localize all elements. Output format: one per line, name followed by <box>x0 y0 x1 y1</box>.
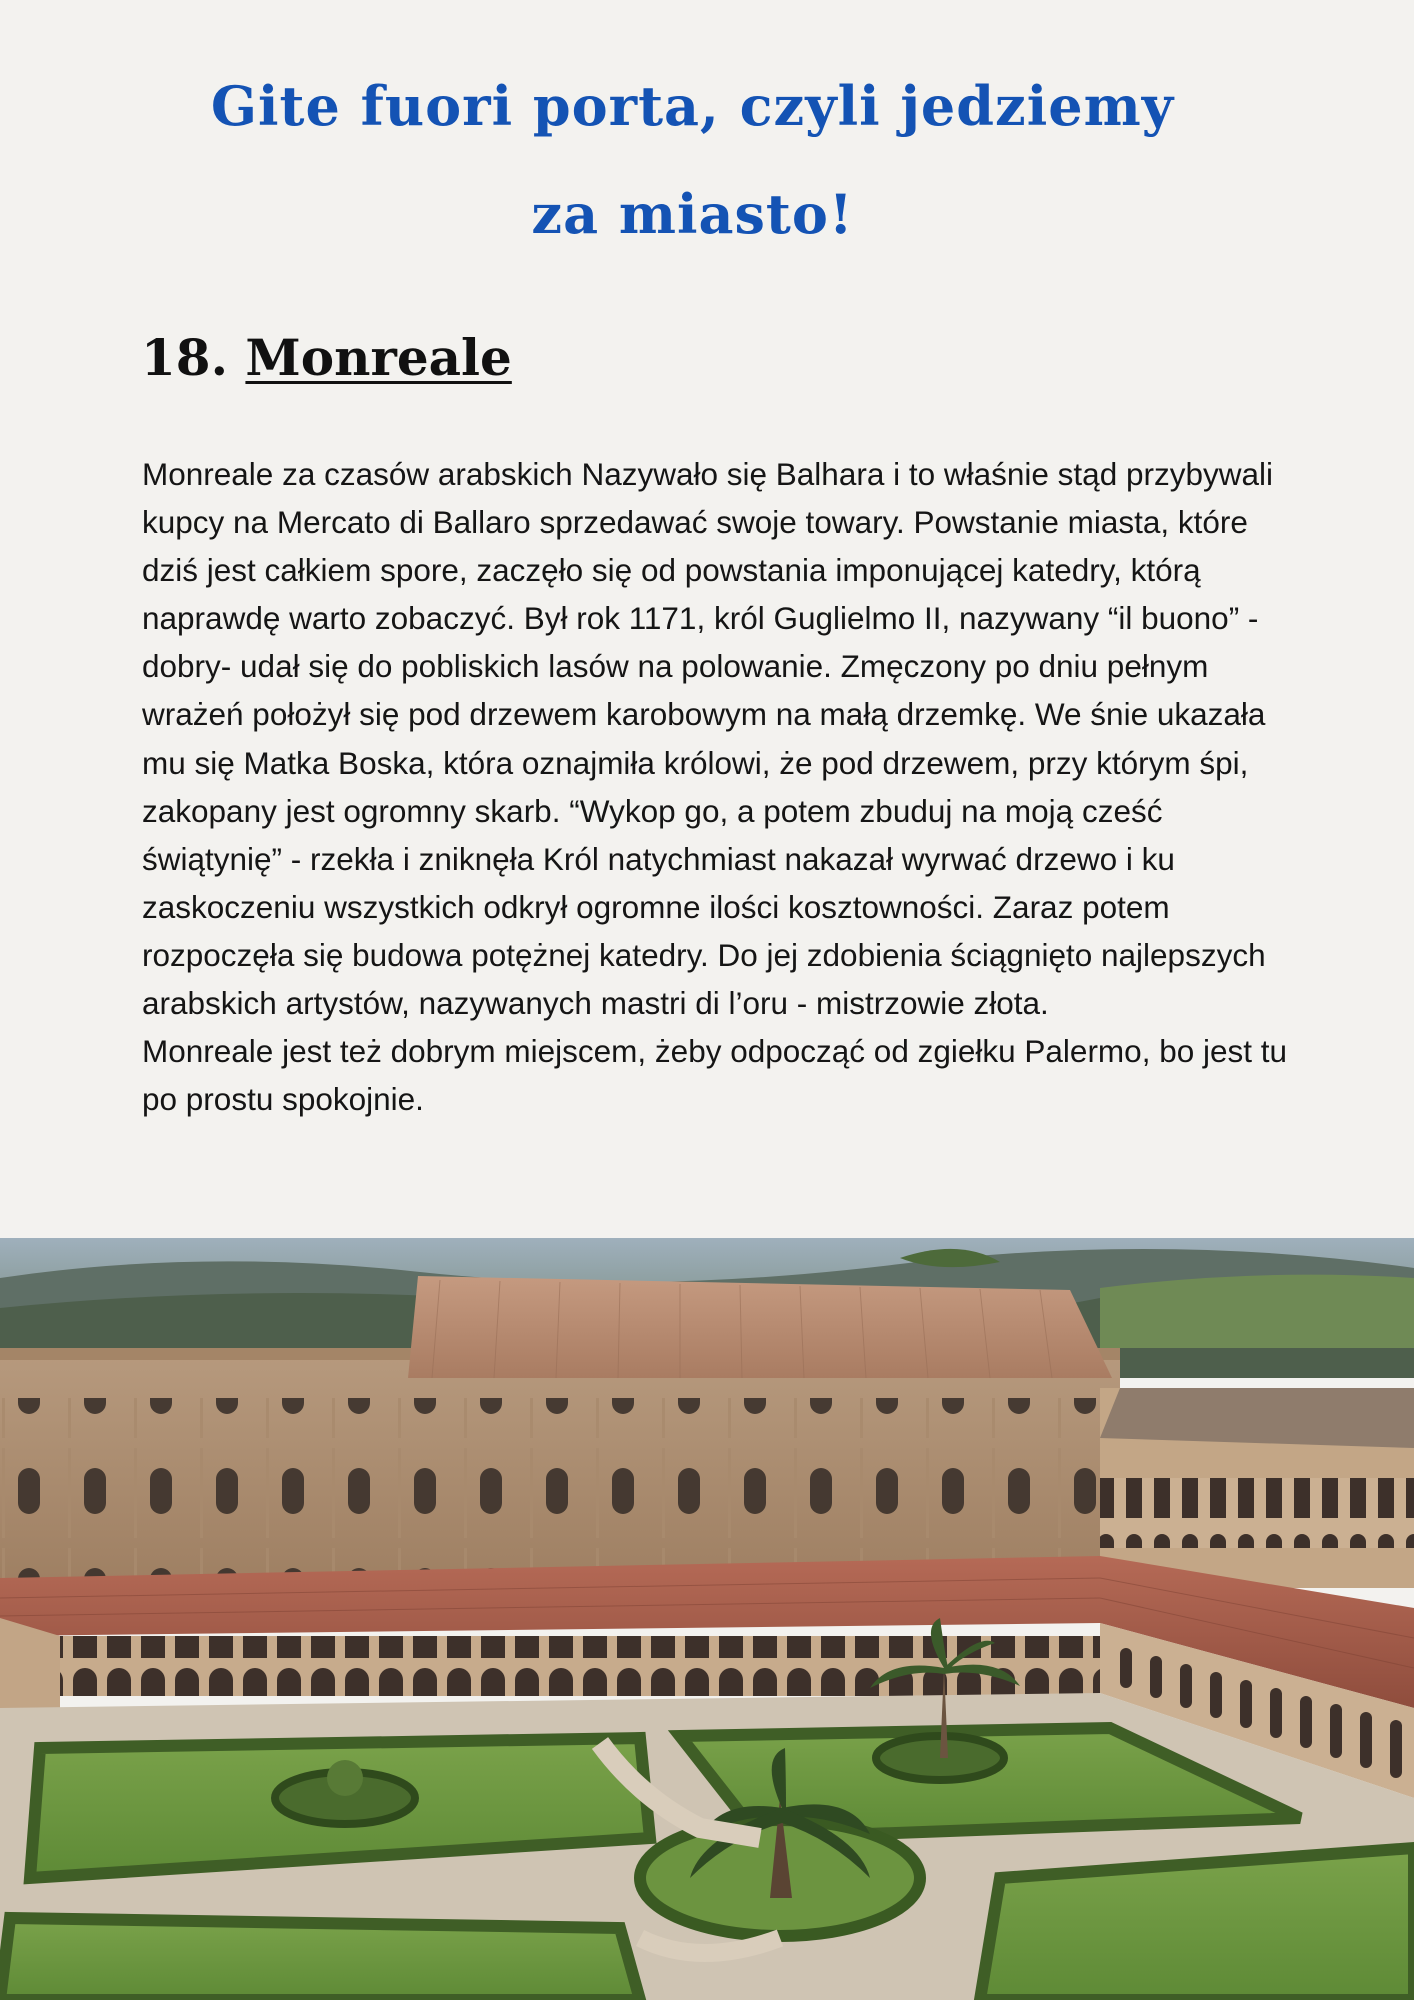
page-title-line-1: Gite fuori porta, czyli jedziemy <box>210 74 1175 138</box>
page-title <box>120 52 1265 268</box>
section-number: 18. <box>141 328 228 387</box>
page-title-line-2: za miasto! <box>531 182 854 246</box>
paragraph-tip: Monreale jest też dobrym miejscem, żeby odpocząć od zgiełku Palermo, bo jest tu po prostu spokojnie. <box>142 1033 1288 1118</box>
section-name: Monreale <box>245 328 512 387</box>
monreale-cloister-photo <box>0 1238 1414 2000</box>
paragraph-history: Monreale za czasów arabskich Nazywało się Balhara i to właśnie stąd przybywali kupcy na Mercato di Ballaro sprzedawać swoje towary. Powstanie miasta, które dziś jest całkiem spore, zaczęło się od powstania imponującej katedry, którą naprawdę warto zobaczyć. Był rok 1171, król Guglielmo II, nazywany “il buono” - dobry- udał się do pobliskich lasów na polowanie. Zmęczony po dniu pełnym wrażeń położył się pod drzewem karobowym na małą drzemkę. We śnie ukazała mu się Matka Boska, która oznajmiła królowi, że pod drzewem, przy którym śpi, zakopany jest ogromny skarb. “Wykop go, a potem zbuduj na moją cześć świątynię” - rzekła i zniknęła Król natychmiast nakazał wyrwać drzewo i ku zaskoczeniu wszystkich odkrył ogromne ilości kosztowności. Zaraz potem rozpoczęła się budowa potężnej katedry. Do jej zdobienia ściągnięto najlepszych arabskich artystów, nazywanych mastri di l’oru - mistrzowie złota. <box>142 456 1274 1022</box>
section-heading <box>141 318 512 398</box>
article-body <box>142 450 1292 1123</box>
cloister-illustration <box>0 1238 1414 2000</box>
